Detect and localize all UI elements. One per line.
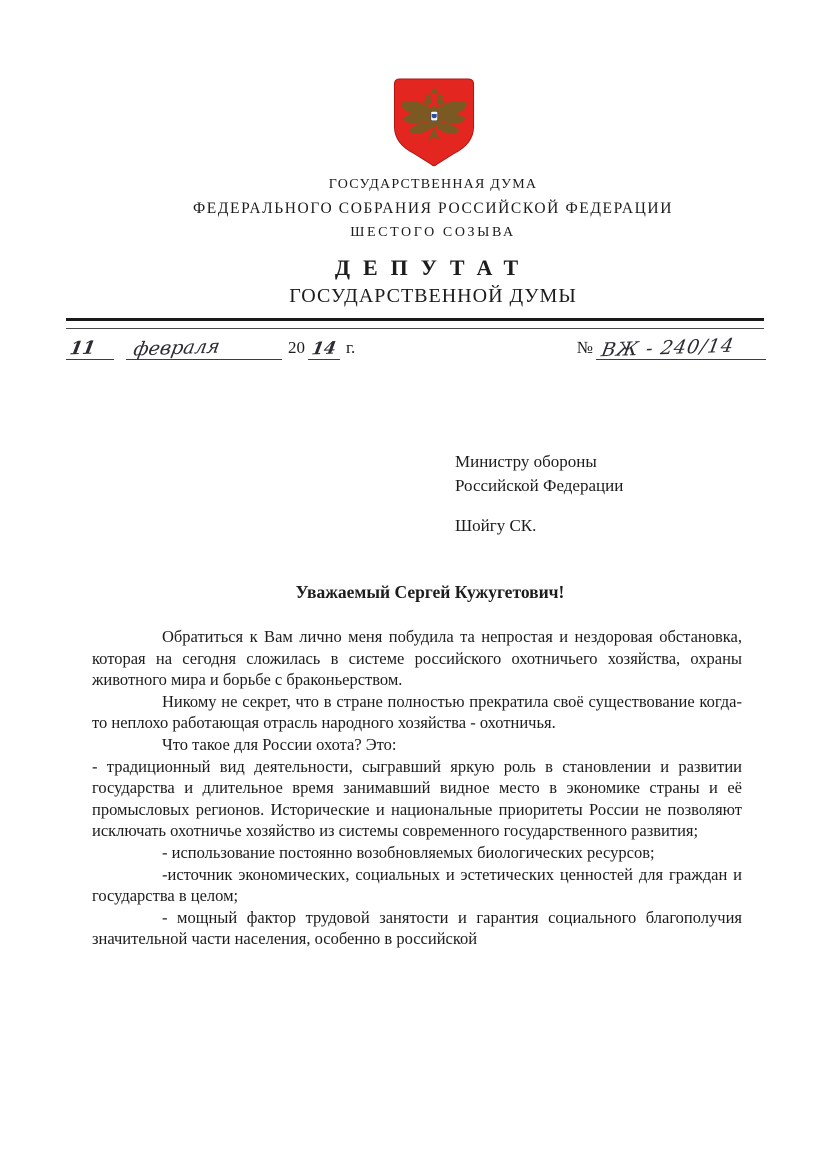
- letterhead: [20, 177, 826, 308]
- paragraph-7: - мощный фактор трудовой занятости и гарантия социального благополучия значительной части населения, особенно в российской: [92, 907, 742, 949]
- number-sign: №: [576, 338, 593, 357]
- sender-title-line1: ДЕПУТАТ: [334, 255, 532, 280]
- org-name-line2: ФЕДЕРАЛЬНОГО СОБРАНИЯ РОССИЙСКОЙ ФЕДЕРАЦИИ: [192, 200, 674, 217]
- russia-coat-of-arms-icon: [392, 78, 476, 168]
- inner-shield-figure: [432, 114, 437, 118]
- org-name-line3: ШЕСТОГО СОЗЫВА: [350, 225, 516, 240]
- addressee-line1: Министру обороны: [455, 452, 597, 471]
- paragraph-5: - использование постоянно возобновляемых биологических ресурсов;: [162, 842, 655, 862]
- handwritten-year: 14: [310, 338, 338, 360]
- number-group: [571, 333, 766, 360]
- addressee-name: Шойгу СК.: [455, 516, 537, 535]
- date-day-blank: [66, 333, 114, 360]
- date-number-row: [66, 333, 766, 360]
- number-blank: [596, 333, 766, 360]
- date-month-blank: [126, 333, 282, 360]
- sender-title-line2: ГОСУДАРСТВЕННОЙ ДУМЫ: [289, 285, 577, 307]
- year-prefix: 20: [288, 338, 305, 357]
- date-group: [66, 333, 358, 360]
- letter-body: [92, 626, 742, 950]
- paragraph-1: Обратиться к Вам лично меня побудила та непростая и нездоровая обстановка, которая на сегодня сложилась в системе российского охотничьего хозяйства, охраны животного мира и борьбе с браконьерством.: [92, 627, 742, 690]
- paragraph-4: - традиционный вид деятельности, сыгравший яркую роль в становлении и развитии государства и длительное время занимавший видное место в экономике страны и её промысловых регионов. Исторические и национальные приоритеты России не позволяют исключать охотничье хозяйство из системы современного государственного развития;: [92, 756, 742, 841]
- addressee-block: [455, 450, 623, 538]
- date-year-blank: [308, 333, 340, 360]
- handwritten-month: февраля: [131, 335, 222, 361]
- handwritten-day: 11: [68, 337, 98, 360]
- handwritten-number: ВЖ - 240/14: [599, 334, 737, 362]
- year-unit: г.: [346, 338, 356, 357]
- paragraph-6: -источник экономических, социальных и эстетических ценностей для граждан и государства в целом;: [92, 864, 742, 906]
- salutation: Уважаемый Сергей Кужугетович!: [295, 582, 565, 602]
- letterhead-divider-rule: [66, 318, 764, 329]
- paragraph-3: Что такое для России охота? Это:: [162, 734, 397, 754]
- org-name-line1: ГОСУДАРСТВЕННАЯ ДУМА: [328, 177, 538, 192]
- addressee-line2: Российской Федерации: [455, 476, 624, 495]
- paragraph-2: Никому не секрет, что в стране полностью прекратила своё существование когда-то неплохо работающая отрасль народного хозяйства - охотничья.: [92, 691, 742, 733]
